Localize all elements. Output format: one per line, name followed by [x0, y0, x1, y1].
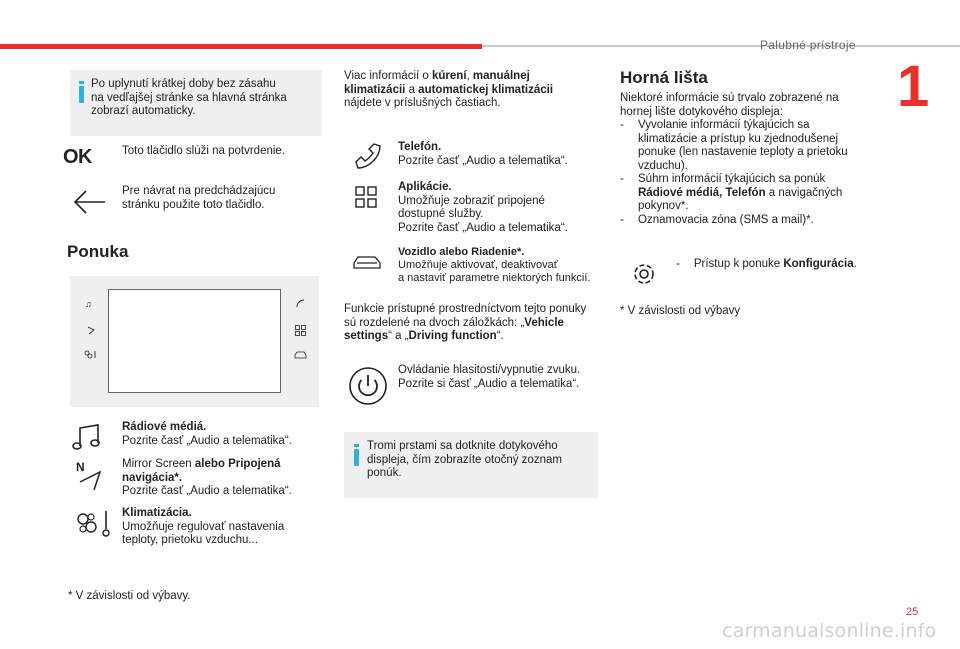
config-description: - Prístup k ponuke Konfigurácia. — [676, 258, 857, 270]
phone-icon — [354, 142, 382, 170]
music-note-icon — [72, 424, 102, 452]
info-icon — [354, 444, 359, 447]
heading-horna-lista: Horná lišta — [620, 68, 708, 87]
list-item: - Vyvolanie informácií týkajúcich sa klimatizácie a prístup ku zjednodušenej ponuke (len nastavenie teploty a prietoku vzduchu). — [620, 119, 848, 172]
list-item: - Súhrn informácií týkajúcich sa ponúk Rádiové médiá, Telefón a navigačných pokynov*. — [620, 173, 843, 212]
watermark: carmanualsonline.info — [722, 620, 937, 642]
phone-description: Telefón. Pozrite časť „Audio a telematika“. — [398, 141, 568, 167]
car-icon — [294, 351, 307, 360]
footnote-right: * V závislosti od výbavy — [620, 305, 741, 317]
mirror-screen-description: Mirror Screen alebo Pripojená navigácia*. Pozrite časť „Audio a telematika“. — [122, 458, 292, 497]
navigation-arrow-icon — [76, 460, 106, 490]
header-grey-rule — [482, 45, 960, 47]
header-red-bar — [0, 44, 482, 49]
power-description: Ovládanie hlasitosti/vypnutie zvuku. Pozrite si časť „Audio a telematika“. — [398, 364, 581, 390]
screen-display — [108, 289, 281, 393]
top-bar-bullets — [620, 119, 880, 227]
phone-icon — [296, 299, 305, 308]
climate-description: Klimatizácia. Umožňuje regulovať nastavenia teploty, prietoku vzduchu... — [122, 507, 285, 546]
settings-gear-icon — [630, 260, 658, 288]
climate-intro-text: Viac informácií o kúrení, manuálnej klimatizácii a automatickej klimatizácii nájdete v príslušných častiach. — [344, 70, 554, 109]
ok-button-icon: OK — [63, 146, 92, 168]
chapter-number: 1 — [897, 54, 930, 119]
back-arrow-icon — [72, 188, 106, 216]
footnote-left: * V závislosti od výbavy. — [68, 590, 191, 602]
back-description: Pre návrat na predchádzajúcu stránku použite toto tlačidlo. — [122, 185, 276, 211]
apps-grid-icon — [295, 325, 306, 336]
music-note-icon: ♫ — [85, 299, 92, 309]
radio-description: Rádiové médiá. Pozrite časť „Audio a telematika“. — [122, 421, 292, 447]
info-note-auto-return: Po uplynutí krátkej doby bez zásahu na vedľajšej stránke sa hlavná stránka zobrazí automaticky. — [70, 70, 322, 136]
vehicle-description: Vozidlo alebo Riadenie*. Umožňuje aktivovať, deaktivovať a nastaviť parametre niektorých funkcií. — [398, 246, 591, 284]
apps-description: Aplikácie. Umožňuje zobraziť pripojené dostupné služby. Pozrite časť „Audio a telematika“. — [398, 181, 568, 234]
top-bar-intro: Niektoré informácie sú trvalo zobrazené na hornej lište dotykového displeja: — [620, 92, 839, 118]
svg-text:N: N — [76, 460, 85, 474]
car-icon — [353, 255, 381, 271]
info-icon — [79, 81, 84, 84]
apps-grid-icon — [355, 186, 377, 208]
ok-description: Toto tlačidlo slúži na potvrdenie. — [122, 145, 286, 157]
navigation-icon — [87, 326, 95, 335]
page-number: 25 — [906, 606, 919, 618]
info-note-three-fingers: Tromi prstami sa dotknite dotykového displeja, čím zobrazíte otočný zoznam ponúk. — [344, 432, 598, 498]
fan-icon — [84, 350, 97, 359]
power-button-icon — [348, 366, 388, 406]
section-title: Palubné prístroje — [760, 38, 856, 52]
list-item: - Oznamovacia zóna (SMS a mail)*. — [620, 213, 814, 226]
heading-ponuka: Ponuka — [67, 242, 129, 261]
functions-tabs-text: Funkcie prístupné prostredníctvom tejto ponuky sú rozdelené na dvoch záložkách: „Vehicle settings“ a „Driving function“. — [344, 303, 587, 342]
climate-fan-icon — [74, 508, 114, 538]
